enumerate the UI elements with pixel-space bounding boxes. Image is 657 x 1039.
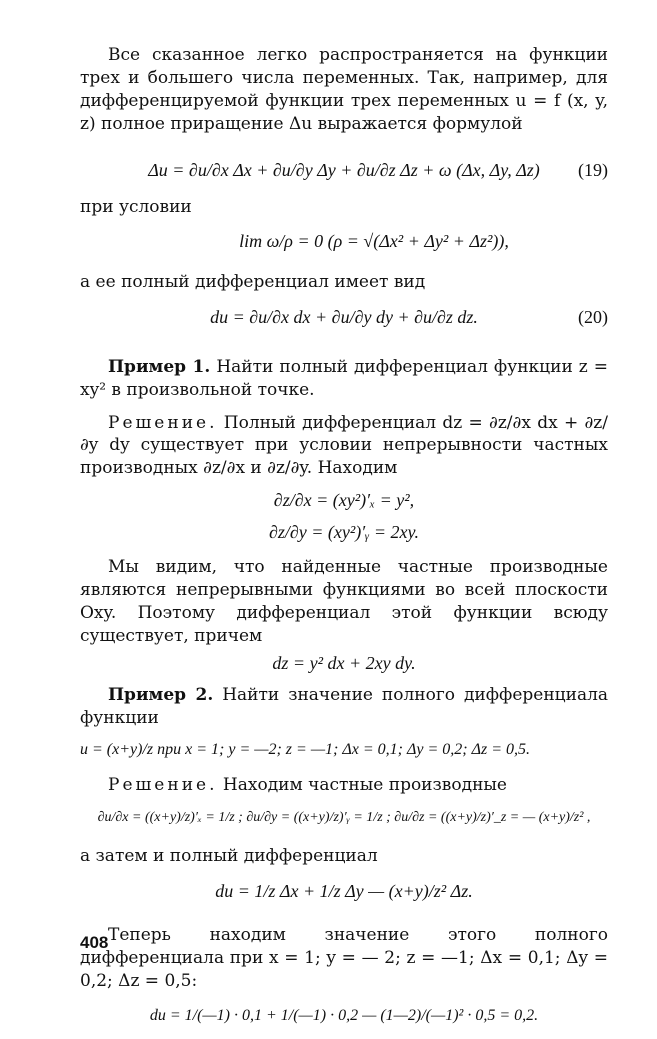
paragraph-condition: при условии xyxy=(80,196,192,217)
solution-1-text: Полный дифференциал dz = ∂z/∂x dx + ∂z/∂y dy существует при условии непрерывности частных производных ∂z/∂x и ∂z/∂y. Находим xyxy=(80,412,608,479)
equation-u-def-body: u = (x+y)/z при x = 1; y = —2; z = —1; Δx = 0,1; Δy = 0,2; Δz = 0,5. xyxy=(80,741,531,759)
paragraph-continuity: Мы видим, что найденные частные производные являются непрерывными функциями во всей плоскости Oxy. Поэтому дифференциал этой функции всюду существует, причем xyxy=(80,557,608,647)
paragraph-total-differential: а затем и полный дифференциал xyxy=(80,845,378,866)
example-1-label: Пример 1. xyxy=(108,356,211,377)
equation-limit-body: lim ω/ρ = 0 (ρ = √(Δx² + Δy² + Δz²)), xyxy=(239,230,509,251)
equation-du xyxy=(80,868,608,914)
equation-u-def xyxy=(80,730,608,770)
example-2-text: Найти значение полного дифференциала функции xyxy=(80,685,609,728)
paragraph-differential: а ее полный дифференциал имеет вид xyxy=(80,271,426,292)
example-2 xyxy=(80,684,608,730)
equation-dzdy xyxy=(80,516,608,548)
equation-19-body: Δu = ∂u/∂x Δx + ∂u/∂y Δy + ∂u/∂z Δz + ω (Δx, Δy, Δz) xyxy=(148,159,540,180)
page-number: 408 xyxy=(80,933,109,952)
solution-2-label: Решение. xyxy=(108,774,218,795)
equation-du-value-body: du = 1/(—1) · 0,1 + 1/(—1) · 0,2 — (1—2)/(—1)² · 0,5 = 0,2. xyxy=(149,1006,539,1024)
solution-1 xyxy=(80,412,608,481)
equation-du-body: du = 1/z Δx + 1/z Δy — (x+y)/z² Δz. xyxy=(215,880,473,901)
equation-dzdx-body: ∂z/∂x = (xy²)′ₓ = y², xyxy=(273,490,415,511)
solution-1-label: Решение. xyxy=(108,412,218,433)
equation-dzdy-body: ∂z/∂y = (xy²)′ᵧ = 2xy. xyxy=(268,522,419,543)
example-1 xyxy=(80,356,608,402)
equation-partials xyxy=(80,797,608,841)
equation-19 xyxy=(80,150,608,190)
equation-dzdx xyxy=(80,484,608,516)
paragraph-evaluate: Теперь находим значение этого полного дифференциала при x = 1; y = — 2; z = —1; Δx = 0,1; Δy = 0,2; Δz = 0,5: xyxy=(80,924,608,991)
solution-2 xyxy=(80,774,608,797)
equation-dz-body: dz = y² dx + 2xy dy. xyxy=(272,652,416,673)
equation-20 xyxy=(80,294,608,342)
paragraph-intro: Все сказанное легко распространяется на функции трех и большего числа переменных. Так, например, для дифференцируемой функции трех переменных u = f (x, y, z) полное приращение Δu выражается формулой xyxy=(80,45,608,134)
example-1-text: Найти полный дифференциал функции z = xy² в произвольной точке. xyxy=(80,356,609,400)
equation-limit xyxy=(140,219,608,263)
equation-20-number: (20) xyxy=(578,307,608,328)
equation-partials-body: ∂u/∂x = ((x+y)/z)′ₓ = 1/z ; ∂u/∂y = ((x+y)/z)′ᵧ = 1/z ; ∂u/∂z = ((x+y)/z)′_z = — (x+y)/z² , xyxy=(97,810,591,826)
page-content xyxy=(80,44,608,1039)
equation-19-number: (19) xyxy=(578,159,608,180)
equation-dz xyxy=(80,648,608,678)
solution-2-text: Находим частные производные xyxy=(222,774,507,795)
example-2-label: Пример 2. xyxy=(108,685,214,706)
equation-20-body: du = ∂u/∂x dx + ∂u/∂y dy + ∂u/∂z dz. xyxy=(210,307,478,328)
